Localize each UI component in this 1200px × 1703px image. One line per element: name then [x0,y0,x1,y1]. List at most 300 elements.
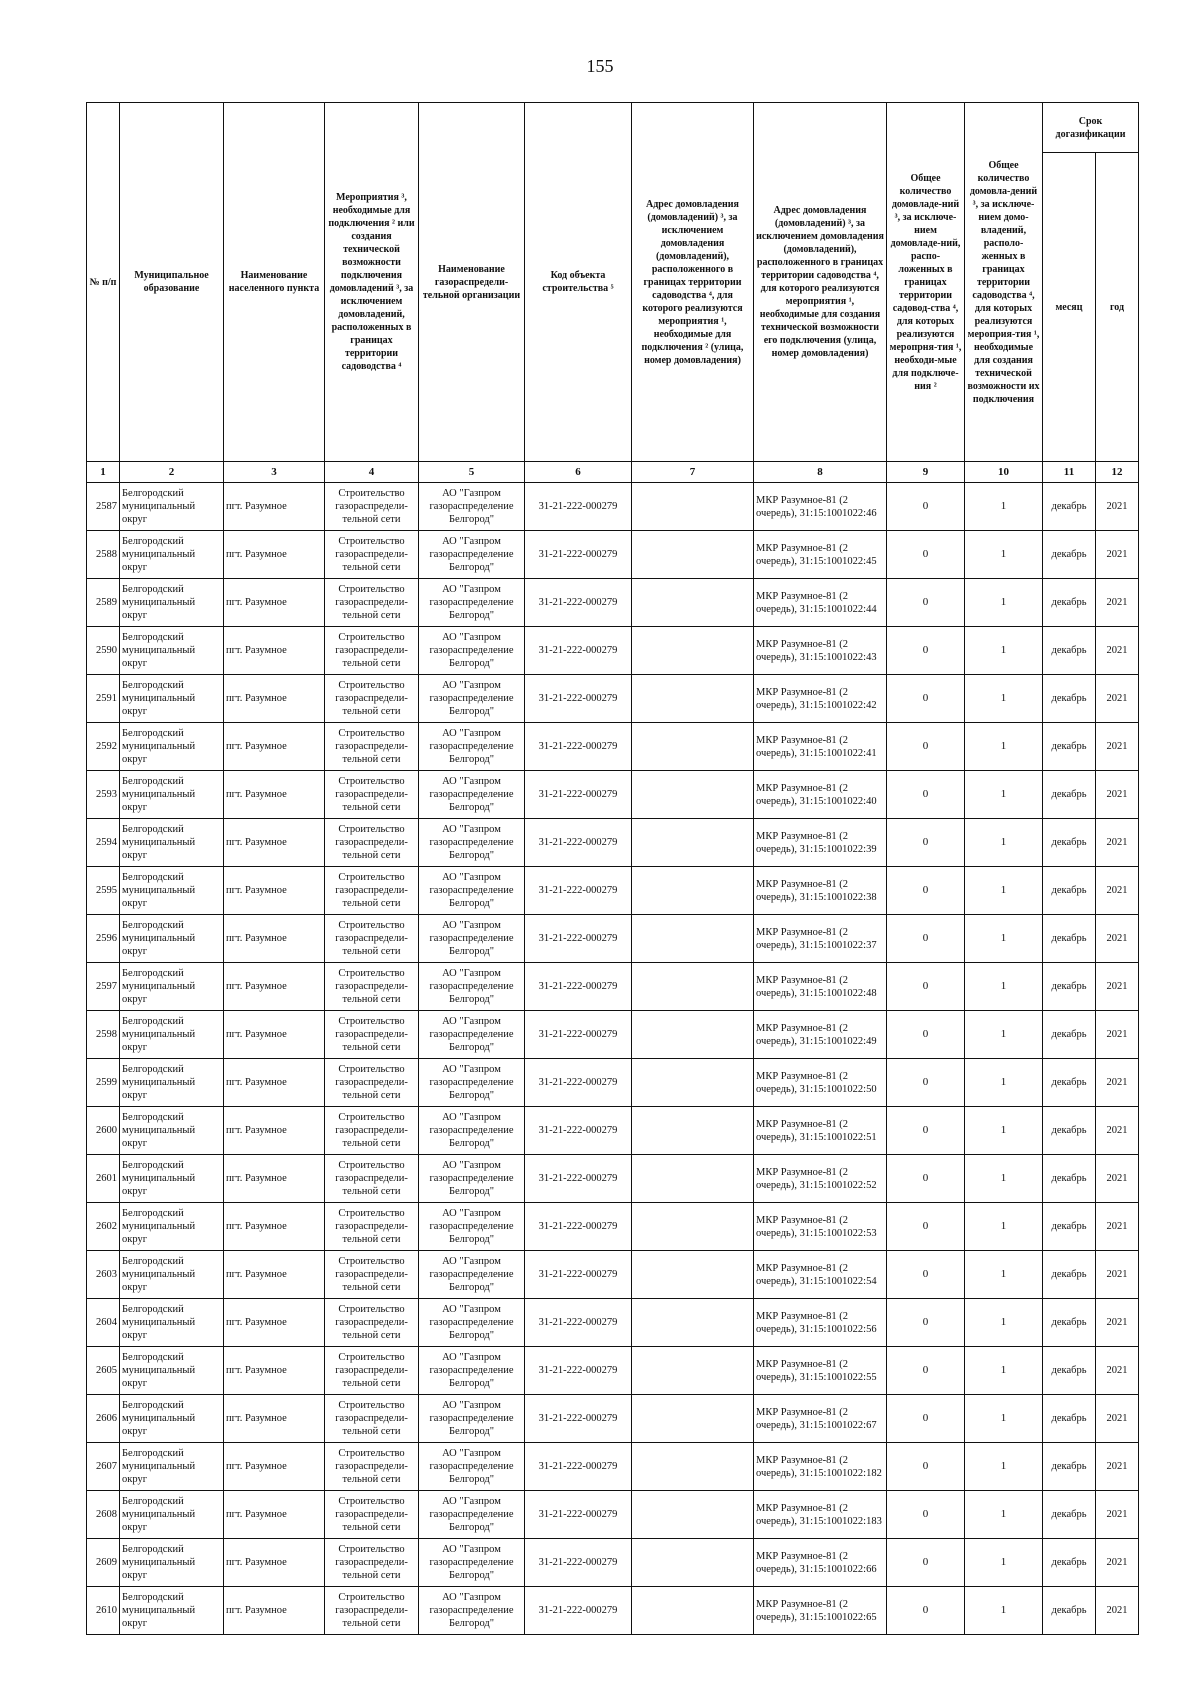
municipality-cell: Белгородский муниципальный округ [120,1491,224,1539]
column-number: 5 [419,462,525,483]
table-row [87,675,1139,723]
total-connection-cell: 0 [887,771,965,819]
address-connection-cell [632,1203,754,1251]
address-connection-cell [632,675,754,723]
address-connection-cell [632,915,754,963]
org-cell: АО "Газпром газораспределение Белгород" [419,1203,525,1251]
measure-cell: Строительство газораспредели-тельной сети [325,1491,419,1539]
address-technical-cell: МКР Разумное-81 (2 очередь), 31:15:1001022:37 [754,915,887,963]
row-number: 2597 [87,963,120,1011]
code-cell: 31-21-222-000279 [525,1395,632,1443]
table-row [87,1587,1139,1635]
column-numbers-row [87,462,1139,483]
municipality-cell: Белгородский муниципальный округ [120,1347,224,1395]
total-connection-cell: 0 [887,1443,965,1491]
row-number: 2591 [87,675,120,723]
month-cell: декабрь [1043,1011,1096,1059]
row-number: 2598 [87,1011,120,1059]
table-row [87,1155,1139,1203]
address-technical-cell: МКР Разумное-81 (2 очередь), 31:15:1001022:182 [754,1443,887,1491]
org-cell: АО "Газпром газораспределение Белгород" [419,1395,525,1443]
row-number: 2605 [87,1347,120,1395]
address-connection-cell [632,1299,754,1347]
municipality-cell: Белгородский муниципальный округ [120,483,224,531]
settlement-cell: пгт. Разумное [224,1251,325,1299]
address-technical-cell: МКР Разумное-81 (2 очередь), 31:15:1001022:44 [754,579,887,627]
month-cell: декабрь [1043,1251,1096,1299]
measure-cell: Строительство газораспредели-тельной сети [325,1107,419,1155]
org-cell: АО "Газпром газораспределение Белгород" [419,1347,525,1395]
address-connection-cell [632,963,754,1011]
total-connection-cell: 0 [887,675,965,723]
year-cell: 2021 [1096,1155,1139,1203]
code-cell: 31-21-222-000279 [525,1251,632,1299]
total-connection-cell: 0 [887,1251,965,1299]
column-number: 10 [965,462,1043,483]
table-row [87,915,1139,963]
org-cell: АО "Газпром газораспределение Белгород" [419,771,525,819]
year-cell: 2021 [1096,675,1139,723]
column-number: 11 [1043,462,1096,483]
header-no: № п/п [87,103,120,462]
address-technical-cell: МКР Разумное-81 (2 очередь), 31:15:1001022:56 [754,1299,887,1347]
municipality-cell: Белгородский муниципальный округ [120,1155,224,1203]
address-connection-cell [632,1587,754,1635]
total-connection-cell: 0 [887,1155,965,1203]
code-cell: 31-21-222-000279 [525,531,632,579]
org-cell: АО "Газпром газораспределение Белгород" [419,675,525,723]
row-number: 2599 [87,1059,120,1107]
total-technical-cell: 1 [965,1155,1043,1203]
code-cell: 31-21-222-000279 [525,1155,632,1203]
row-number: 2587 [87,483,120,531]
year-cell: 2021 [1096,531,1139,579]
total-technical-cell: 1 [965,819,1043,867]
row-number: 2608 [87,1491,120,1539]
row-number: 2607 [87,1443,120,1491]
table-row [87,1395,1139,1443]
header-org: Наименование газораспредели-тельной организации [419,103,525,462]
row-number: 2600 [87,1107,120,1155]
year-cell: 2021 [1096,1299,1139,1347]
month-cell: декабрь [1043,627,1096,675]
org-cell: АО "Газпром газораспределение Белгород" [419,819,525,867]
year-cell: 2021 [1096,723,1139,771]
address-connection-cell [632,819,754,867]
month-cell: декабрь [1043,1443,1096,1491]
settlement-cell: пгт. Разумное [224,819,325,867]
total-technical-cell: 1 [965,1587,1043,1635]
settlement-cell: пгт. Разумное [224,627,325,675]
total-technical-cell: 1 [965,1347,1043,1395]
month-cell: декабрь [1043,771,1096,819]
address-connection-cell [632,531,754,579]
month-cell: декабрь [1043,1539,1096,1587]
year-cell: 2021 [1096,915,1139,963]
code-cell: 31-21-222-000279 [525,1491,632,1539]
code-cell: 31-21-222-000279 [525,1011,632,1059]
total-technical-cell: 1 [965,1443,1043,1491]
address-connection-cell [632,1155,754,1203]
municipality-cell: Белгородский муниципальный округ [120,627,224,675]
total-connection-cell: 0 [887,867,965,915]
year-cell: 2021 [1096,579,1139,627]
column-number: 1 [87,462,120,483]
municipality-cell: Белгородский муниципальный округ [120,963,224,1011]
address-connection-cell [632,867,754,915]
org-cell: АО "Газпром газораспределение Белгород" [419,963,525,1011]
table-row [87,483,1139,531]
municipality-cell: Белгородский муниципальный округ [120,1251,224,1299]
org-cell: АО "Газпром газораспределение Белгород" [419,1299,525,1347]
measure-cell: Строительство газораспредели-тельной сети [325,1587,419,1635]
header-address-technical: Адрес домовладения (домовладений) ³, за исключением домовладения (домовладений), расположенного в границах территории садоводства ⁴, для которого реализуются мероприятия ¹, необходимые для создания технической возможности его подключения (улица, номер домовладения) [754,103,887,462]
settlement-cell: пгт. Разумное [224,1155,325,1203]
org-cell: АО "Газпром газораспределение Белгород" [419,1443,525,1491]
municipality-cell: Белгородский муниципальный округ [120,1539,224,1587]
year-cell: 2021 [1096,771,1139,819]
year-cell: 2021 [1096,1347,1139,1395]
total-technical-cell: 1 [965,579,1043,627]
settlement-cell: пгт. Разумное [224,1107,325,1155]
address-technical-cell: МКР Разумное-81 (2 очередь), 31:15:1001022:50 [754,1059,887,1107]
measure-cell: Строительство газораспредели-тельной сети [325,675,419,723]
settlement-cell: пгт. Разумное [224,1491,325,1539]
address-connection-cell [632,1251,754,1299]
code-cell: 31-21-222-000279 [525,771,632,819]
total-technical-cell: 1 [965,531,1043,579]
address-technical-cell: МКР Разумное-81 (2 очередь), 31:15:1001022:40 [754,771,887,819]
address-connection-cell [632,483,754,531]
year-cell: 2021 [1096,627,1139,675]
total-technical-cell: 1 [965,867,1043,915]
total-technical-cell: 1 [965,1539,1043,1587]
address-technical-cell: МКР Разумное-81 (2 очередь), 31:15:1001022:52 [754,1155,887,1203]
total-connection-cell: 0 [887,1059,965,1107]
month-cell: декабрь [1043,1203,1096,1251]
municipality-cell: Белгородский муниципальный округ [120,1107,224,1155]
header-settlement: Наименование населенного пункта [224,103,325,462]
code-cell: 31-21-222-000279 [525,1299,632,1347]
measure-cell: Строительство газораспредели-тельной сети [325,1395,419,1443]
org-cell: АО "Газпром газораспределение Белгород" [419,627,525,675]
row-number: 2610 [87,1587,120,1635]
address-connection-cell [632,1491,754,1539]
address-connection-cell [632,1443,754,1491]
row-number: 2593 [87,771,120,819]
code-cell: 31-21-222-000279 [525,1347,632,1395]
municipality-cell: Белгородский муниципальный округ [120,1443,224,1491]
municipality-cell: Белгородский муниципальный округ [120,867,224,915]
month-cell: декабрь [1043,867,1096,915]
total-technical-cell: 1 [965,723,1043,771]
address-connection-cell [632,1539,754,1587]
total-technical-cell: 1 [965,1011,1043,1059]
code-cell: 31-21-222-000279 [525,867,632,915]
total-connection-cell: 0 [887,1347,965,1395]
org-cell: АО "Газпром газораспределение Белгород" [419,1251,525,1299]
settlement-cell: пгт. Разумное [224,675,325,723]
org-cell: АО "Газпром газораспределение Белгород" [419,867,525,915]
municipality-cell: Белгородский муниципальный округ [120,579,224,627]
measure-cell: Строительство газораспредели-тельной сети [325,1155,419,1203]
table-row [87,1539,1139,1587]
year-cell: 2021 [1096,867,1139,915]
address-technical-cell: МКР Разумное-81 (2 очередь), 31:15:1001022:43 [754,627,887,675]
total-technical-cell: 1 [965,1107,1043,1155]
municipality-cell: Белгородский муниципальный округ [120,1395,224,1443]
measure-cell: Строительство газораспредели-тельной сети [325,723,419,771]
measure-cell: Строительство газораспредели-тельной сети [325,963,419,1011]
year-cell: 2021 [1096,819,1139,867]
measure-cell: Строительство газораспредели-тельной сети [325,1251,419,1299]
measure-cell: Строительство газораспредели-тельной сети [325,915,419,963]
month-cell: декабрь [1043,531,1096,579]
table-header [87,103,1139,483]
table-row [87,1491,1139,1539]
measure-cell: Строительство газораспредели-тельной сети [325,771,419,819]
code-cell: 31-21-222-000279 [525,1539,632,1587]
year-cell: 2021 [1096,1395,1139,1443]
settlement-cell: пгт. Разумное [224,579,325,627]
address-connection-cell [632,579,754,627]
table-row [87,1347,1139,1395]
column-number: 2 [120,462,224,483]
municipality-cell: Белгородский муниципальный округ [120,675,224,723]
address-connection-cell [632,1011,754,1059]
address-technical-cell: МКР Разумное-81 (2 очередь), 31:15:1001022:51 [754,1107,887,1155]
total-connection-cell: 0 [887,627,965,675]
code-cell: 31-21-222-000279 [525,723,632,771]
row-number: 2603 [87,1251,120,1299]
month-cell: декабрь [1043,1587,1096,1635]
settlement-cell: пгт. Разумное [224,1059,325,1107]
org-cell: АО "Газпром газораспределение Белгород" [419,483,525,531]
month-cell: декабрь [1043,1395,1096,1443]
municipality-cell: Белгородский муниципальный округ [120,819,224,867]
address-connection-cell [632,723,754,771]
total-connection-cell: 0 [887,1107,965,1155]
settlement-cell: пгт. Разумное [224,1011,325,1059]
total-technical-cell: 1 [965,1251,1043,1299]
total-technical-cell: 1 [965,483,1043,531]
address-connection-cell [632,1107,754,1155]
total-technical-cell: 1 [965,1203,1043,1251]
table-row [87,531,1139,579]
code-cell: 31-21-222-000279 [525,1203,632,1251]
municipality-cell: Белгородский муниципальный округ [120,771,224,819]
address-technical-cell: МКР Разумное-81 (2 очередь), 31:15:1001022:39 [754,819,887,867]
org-cell: АО "Газпром газораспределение Белгород" [419,1587,525,1635]
table-row [87,819,1139,867]
settlement-cell: пгт. Разумное [224,1539,325,1587]
month-cell: декабрь [1043,1299,1096,1347]
address-technical-cell: МКР Разумное-81 (2 очередь), 31:15:1001022:67 [754,1395,887,1443]
column-number: 8 [754,462,887,483]
table-row [87,1251,1139,1299]
code-cell: 31-21-222-000279 [525,483,632,531]
org-cell: АО "Газпром газораспределение Белгород" [419,1107,525,1155]
header-municipality: Муниципальное образование [120,103,224,462]
year-cell: 2021 [1096,1587,1139,1635]
row-number: 2601 [87,1155,120,1203]
page-number: 155 [586,56,614,76]
address-technical-cell: МКР Разумное-81 (2 очередь), 31:15:1001022:38 [754,867,887,915]
month-cell: декабрь [1043,915,1096,963]
row-number: 2606 [87,1395,120,1443]
row-number: 2596 [87,915,120,963]
total-connection-cell: 0 [887,1539,965,1587]
municipality-cell: Белгородский муниципальный округ [120,915,224,963]
column-number: 7 [632,462,754,483]
total-connection-cell: 0 [887,1011,965,1059]
address-technical-cell: МКР Разумное-81 (2 очередь), 31:15:1001022:183 [754,1491,887,1539]
settlement-cell: пгт. Разумное [224,1395,325,1443]
settlement-cell: пгт. Разумное [224,771,325,819]
address-technical-cell: МКР Разумное-81 (2 очередь), 31:15:1001022:46 [754,483,887,531]
measure-cell: Строительство газораспредели-тельной сети [325,1539,419,1587]
municipality-cell: Белгородский муниципальный округ [120,723,224,771]
total-technical-cell: 1 [965,915,1043,963]
settlement-cell: пгт. Разумное [224,531,325,579]
total-technical-cell: 1 [965,963,1043,1011]
total-connection-cell: 0 [887,1203,965,1251]
code-cell: 31-21-222-000279 [525,1107,632,1155]
year-cell: 2021 [1096,1059,1139,1107]
address-technical-cell: МКР Разумное-81 (2 очередь), 31:15:1001022:41 [754,723,887,771]
column-number: 3 [224,462,325,483]
total-technical-cell: 1 [965,1059,1043,1107]
measure-cell: Строительство газораспредели-тельной сети [325,819,419,867]
month-cell: декабрь [1043,723,1096,771]
year-cell: 2021 [1096,1011,1139,1059]
column-number: 6 [525,462,632,483]
settlement-cell: пгт. Разумное [224,1299,325,1347]
year-cell: 2021 [1096,1203,1139,1251]
address-connection-cell [632,1395,754,1443]
org-cell: АО "Газпром газораспределение Белгород" [419,1539,525,1587]
municipality-cell: Белгородский муниципальный округ [120,1203,224,1251]
settlement-cell: пгт. Разумное [224,1203,325,1251]
code-cell: 31-21-222-000279 [525,627,632,675]
month-cell: декабрь [1043,1155,1096,1203]
month-cell: декабрь [1043,1107,1096,1155]
total-technical-cell: 1 [965,771,1043,819]
table-row [87,1059,1139,1107]
measure-cell: Строительство газораспредели-тельной сети [325,627,419,675]
settlement-cell: пгт. Разумное [224,723,325,771]
total-connection-cell: 0 [887,483,965,531]
table-row [87,771,1139,819]
total-connection-cell: 0 [887,915,965,963]
measure-cell: Строительство газораспредели-тельной сети [325,1347,419,1395]
municipality-cell: Белгородский муниципальный округ [120,1299,224,1347]
address-technical-cell: МКР Разумное-81 (2 очередь), 31:15:1001022:54 [754,1251,887,1299]
header-deadline: Срок догазификации [1043,103,1139,153]
row-number: 2588 [87,531,120,579]
row-number: 2602 [87,1203,120,1251]
address-technical-cell: МКР Разумное-81 (2 очередь), 31:15:1001022:55 [754,1347,887,1395]
month-cell: декабрь [1043,1347,1096,1395]
gasification-table [86,102,1139,1635]
total-technical-cell: 1 [965,675,1043,723]
table-body [87,483,1139,1635]
total-connection-cell: 0 [887,579,965,627]
settlement-cell: пгт. Разумное [224,1347,325,1395]
municipality-cell: Белгородский муниципальный округ [120,531,224,579]
table-row [87,723,1139,771]
org-cell: АО "Газпром газораспределение Белгород" [419,1011,525,1059]
header-total-connection: Общее количество домовладе-ний ³, за исключе-нием домовладе-ний, распо-ложенных в границах территории садовод-ства ⁴, для которых реализуются меропрня-тия ¹, необходи-мые для подключе-ния ² [887,103,965,462]
measure-cell: Строительство газораспредели-тельной сети [325,1203,419,1251]
measure-cell: Строительство газораспредели-тельной сети [325,579,419,627]
address-technical-cell: МКР Разумное-81 (2 очередь), 31:15:1001022:45 [754,531,887,579]
total-connection-cell: 0 [887,819,965,867]
settlement-cell: пгт. Разумное [224,483,325,531]
column-number: 12 [1096,462,1139,483]
table-row [87,963,1139,1011]
table-row [87,1011,1139,1059]
org-cell: АО "Газпром газораспределение Белгород" [419,723,525,771]
month-cell: декабрь [1043,579,1096,627]
total-connection-cell: 0 [887,1491,965,1539]
row-number: 2609 [87,1539,120,1587]
row-number: 2594 [87,819,120,867]
table-row [87,1443,1139,1491]
row-number: 2604 [87,1299,120,1347]
address-connection-cell [632,1347,754,1395]
org-cell: АО "Газпром газораспределение Белгород" [419,1155,525,1203]
org-cell: АО "Газпром газораспределение Белгород" [419,1491,525,1539]
row-number: 2592 [87,723,120,771]
column-number: 4 [325,462,419,483]
row-number: 2595 [87,867,120,915]
header-total-technical: Общее количество домовла-дений ³, за исключе-нием домо-владений, располо-женных в границах территории садоводства ⁴, для которых реализуются мероприя-тия ¹, необходимые для создания технической возможности их подключения [965,103,1043,462]
municipality-cell: Белгородский муниципальный округ [120,1059,224,1107]
year-cell: 2021 [1096,1443,1139,1491]
table-row [87,579,1139,627]
code-cell: 31-21-222-000279 [525,1443,632,1491]
address-technical-cell: МКР Разумное-81 (2 очередь), 31:15:1001022:66 [754,1539,887,1587]
measure-cell: Строительство газораспредели-тельной сети [325,1059,419,1107]
settlement-cell: пгт. Разумное [224,963,325,1011]
code-cell: 31-21-222-000279 [525,1587,632,1635]
code-cell: 31-21-222-000279 [525,963,632,1011]
total-connection-cell: 0 [887,963,965,1011]
month-cell: декабрь [1043,1059,1096,1107]
header-measures: Мероприятия ³, необходимые для подключения ² или создания технической возможности подключения домовладений ³, за исключением домовладений, расположенных в границах территории садоводства ⁴ [325,103,419,462]
table-row [87,1299,1139,1347]
measure-cell: Строительство газораспредели-тельной сети [325,483,419,531]
address-connection-cell [632,771,754,819]
address-technical-cell: МКР Разумное-81 (2 очередь), 31:15:1001022:65 [754,1587,887,1635]
org-cell: АО "Газпром газораспределение Белгород" [419,531,525,579]
org-cell: АО "Газпром газораспределение Белгород" [419,579,525,627]
table-row [87,867,1139,915]
year-cell: 2021 [1096,1491,1139,1539]
org-cell: АО "Газпром газораспределение Белгород" [419,915,525,963]
header-month: месяц [1043,153,1096,462]
address-technical-cell: МКР Разумное-81 (2 очередь), 31:15:1001022:42 [754,675,887,723]
code-cell: 31-21-222-000279 [525,915,632,963]
table-row [87,627,1139,675]
code-cell: 31-21-222-000279 [525,819,632,867]
table-row [87,1107,1139,1155]
month-cell: декабрь [1043,1491,1096,1539]
code-cell: 31-21-222-000279 [525,579,632,627]
total-technical-cell: 1 [965,627,1043,675]
total-connection-cell: 0 [887,1299,965,1347]
